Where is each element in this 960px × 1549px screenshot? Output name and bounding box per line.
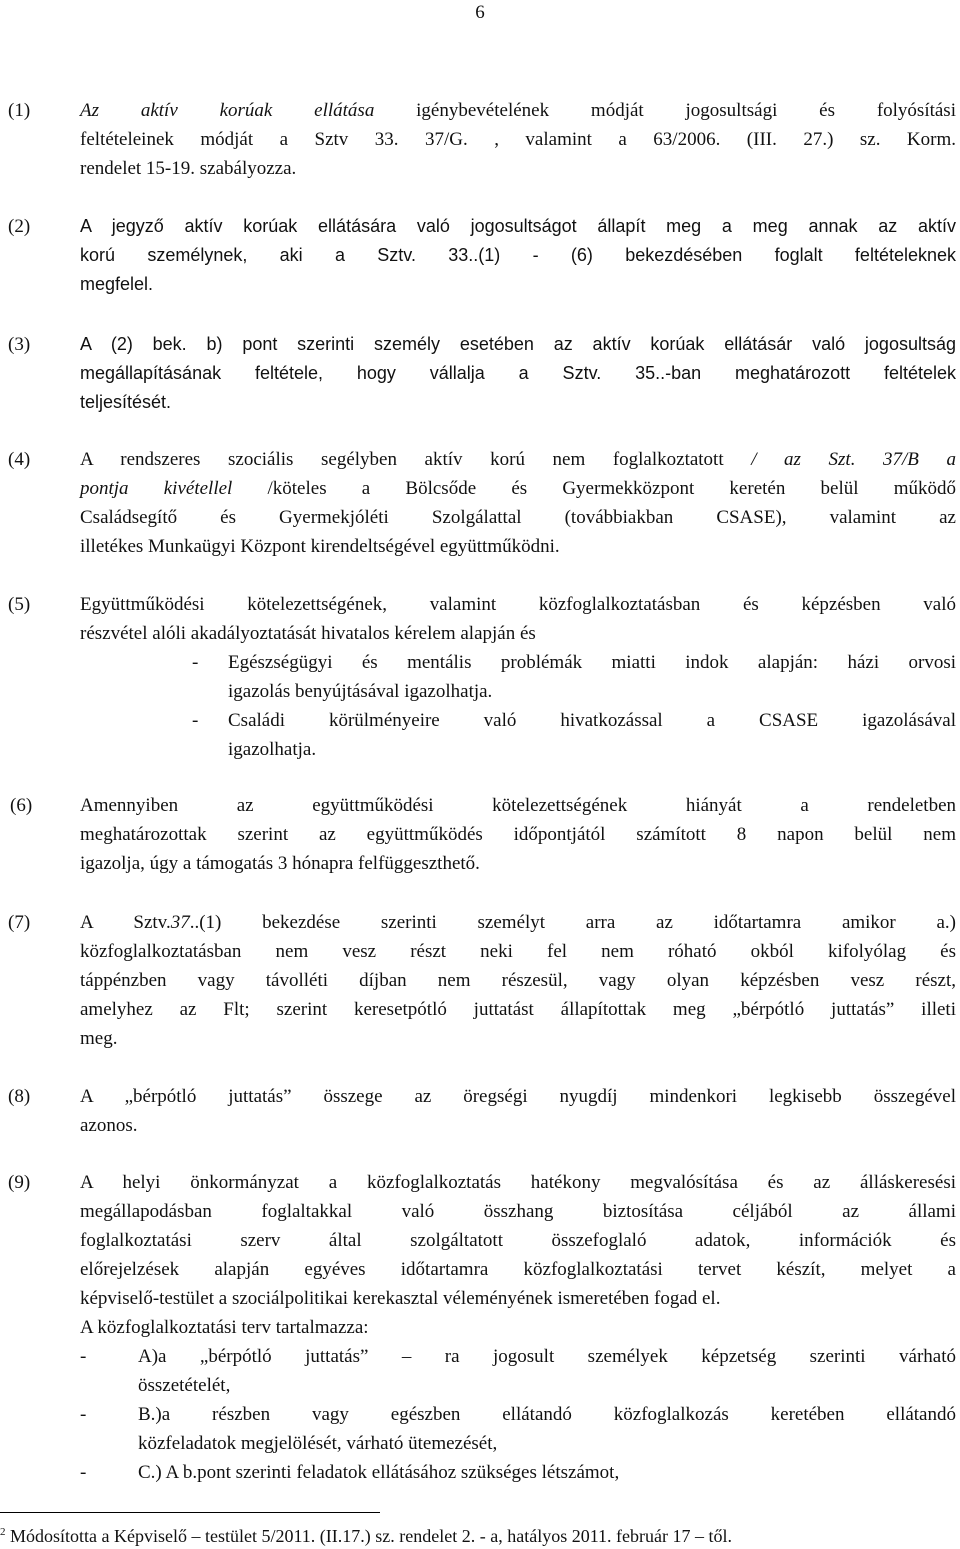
- text-line: A rendszeres szociális segélyben aktív korú nem foglalkoztatott / az Szt. 37/B a: [80, 449, 956, 470]
- bullet-dash: -: [192, 652, 199, 673]
- paragraph-number: (3): [8, 334, 31, 355]
- text-line: meghatározottak szerint az együttműködés időpontjától számított 8 napon belül nem: [80, 824, 956, 845]
- paragraph-body: [80, 1082, 956, 1140]
- text-line: A helyi önkormányzat a közfoglalkoztatás hatékony megvalósítása és az álláskeresési: [80, 1172, 956, 1193]
- bullet-dash: -: [80, 1346, 87, 1367]
- list-item: [192, 706, 956, 764]
- paragraph-number: (6): [10, 795, 33, 816]
- text-line: Az aktív korúak ellátása igénybevételének módját jogosultsági és folyósítási: [80, 100, 956, 121]
- paragraph-number: (8): [8, 1086, 31, 1107]
- paragraph-body: [80, 908, 956, 1053]
- paragraph-number: (2): [8, 216, 31, 237]
- text-line: C.) A b.pont szerinti feladatok ellátásához szükséges létszámot,: [138, 1462, 620, 1483]
- text-line: meg.: [80, 1028, 118, 1049]
- text-line: igazolás benyújtásával igazolhatja.: [228, 681, 493, 702]
- paragraph-number: (7): [8, 912, 31, 933]
- text-line: képviselő-testület a szociálpolitikai kerekasztal véleményének ismeretében fogad el.: [80, 1288, 721, 1309]
- paragraph-number: (4): [8, 449, 31, 470]
- text-line: táppénzben vagy távolléti díjban nem részesül, vagy olyan képzésben vesz részt,: [80, 970, 956, 991]
- text-line: megállapításának feltétele, hogy vállalja a Sztv. 35..-ban meghatározott feltételek: [80, 363, 956, 383]
- paragraph-body: [80, 212, 956, 299]
- footnote-separator: [0, 1512, 380, 1513]
- text-line: Amennyiben az együttműködési kötelezettségének hiányát a rendeletben: [80, 795, 956, 816]
- text-line: Családi körülményeire való hivatkozással a CSASE igazolásával: [228, 710, 956, 731]
- text-line: teljesítését.: [80, 392, 172, 412]
- bullet-dash: -: [80, 1404, 87, 1425]
- text-line: igazolhatja.: [228, 739, 317, 760]
- text-line: korú személynek, aki a Sztv. 33..(1) - (6) bekezdésében foglalt feltételeknek: [80, 245, 956, 265]
- text-line: előrejelzések alapján egyéves időtartamra közfoglalkoztatási tervet készít, melyet a: [80, 1259, 956, 1280]
- text-line: feltételeinek módját a Sztv 33. 37/G. , valamint a 63/2006. (III. 27.) sz. Korm.: [80, 129, 956, 150]
- paragraph-body: [80, 590, 956, 648]
- paragraph-body: [80, 791, 956, 878]
- text-line: A (2) bek. b) pont szerinti személy esetében az aktív korúak ellátásár való jogosultság: [80, 334, 956, 354]
- text-line: A jegyző aktív korúak ellátására való jogosultságot állapít meg a meg annak az aktív: [80, 216, 956, 236]
- text-line: amelyhez az Flt; szerint keresetpótló juttatást állapítottak meg „bérpótló juttatás” illeti: [80, 999, 956, 1020]
- list-item: [80, 1400, 956, 1458]
- text-line: megfelel.: [80, 274, 154, 294]
- paragraph-number: (5): [8, 594, 31, 615]
- text-line: közfeladatok megjelölését, várható ütemezését,: [138, 1433, 498, 1454]
- text-line: összetételét,: [138, 1375, 231, 1396]
- list-item: [80, 1458, 956, 1487]
- text-line: Egészségügyi és mentális problémák miatti indok alapján: házi orvosi: [228, 652, 956, 673]
- text-line: A)a „bérpótló juttatás” – ra jogosult személyek képzetség szerinti várható: [138, 1346, 956, 1367]
- list-item: [80, 1342, 956, 1400]
- footnote: [0, 1521, 732, 1547]
- text-line: részvétel alóli akadályoztatását hivatalos kérelem alapján és: [80, 623, 536, 644]
- paragraph-body: [80, 1168, 956, 1342]
- text-line: pontja kivétellel /köteles a Bölcsőde és Gyermekközpont keretén belül működő: [80, 478, 956, 499]
- paragraph-body: [80, 445, 956, 561]
- text-line: A közfoglalkoztatási terv tartalmazza:: [80, 1317, 369, 1338]
- text-line: azonos.: [80, 1115, 138, 1136]
- text-line: foglalkoztatási szerv által szolgáltatott összefoglaló adatok, információk és: [80, 1230, 956, 1251]
- text-line: Együttműködési kötelezettségének, valamint közfoglalkoztatásban és képzésben való: [80, 594, 956, 615]
- paragraph-body: [80, 96, 956, 183]
- text-line: illetékes Munkaügyi Központ kirendeltségével együttműködni.: [80, 536, 560, 557]
- paragraph-body: [80, 330, 956, 417]
- page-number: 6: [475, 2, 485, 23]
- text-line: igazolja, úgy a támogatás 3 hónapra felfüggeszthető.: [80, 853, 480, 874]
- bullet-dash: -: [80, 1462, 87, 1483]
- paragraph-number: (1): [8, 100, 31, 121]
- text-line: B.)a részben vagy egészben ellátandó közfoglalkozás keretében ellátandó: [138, 1404, 956, 1425]
- text-line: Családsegítő és Gyermekjóléti Szolgálattal (továbbiakban CSASE), valamint az: [80, 507, 956, 528]
- text-line: rendelet 15-19. szabályozza.: [80, 158, 297, 179]
- text-line: A Sztv.37..(1) bekezdése szerinti személyt arra az időtartamra amikor a.): [80, 912, 957, 933]
- text-line: megállapodásban foglaltakkal való összhang biztosítása céljából az állami: [80, 1201, 956, 1222]
- bullet-dash: -: [192, 710, 199, 731]
- list-item: [192, 648, 956, 706]
- footnote-mark: 2: [0, 1526, 6, 1538]
- text-line: közfoglalkoztatásban nem vesz részt neki fel nem róható okból kifolyólag és: [80, 941, 956, 962]
- paragraph-number: (9): [8, 1172, 31, 1193]
- text-line: A „bérpótló juttatás” összege az öregségi nyugdíj mindenkori legkisebb összegével: [80, 1086, 956, 1107]
- footnote-text: Módosította a Képviselő – testület 5/2011. (II.17.) sz. rendelet 2. - a, hatályos 2011. február 17 – től.: [5, 1526, 732, 1546]
